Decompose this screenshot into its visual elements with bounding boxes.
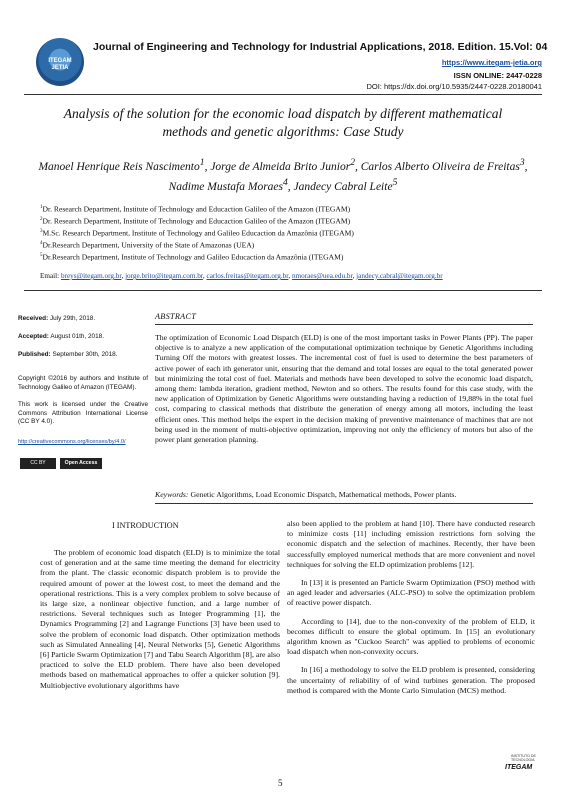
email-link[interactable]: nmoraes@uea.edu.br: [291, 272, 353, 280]
affiliation-list: [40, 203, 520, 263]
doi: DOI: https://dx.doi.org/10.5935/2447-0228.20180041: [366, 82, 542, 91]
received-date: Received: July 29th, 2018.: [18, 315, 96, 322]
affiliation-item: $^4$Dr.Research Department, University of the State of Amazonas (UEA): [40, 240, 255, 250]
published-date: Published: September 30th, 2018.: [18, 351, 118, 358]
footer-institute: INSTITUTO DE TECNOLOGIA: [511, 754, 536, 762]
affiliation-item: $^2$Dr. Research Department, Institute of Technology and Educaction Galileo of the Amazon (ITEGAM): [40, 216, 351, 226]
abstract-heading: ABSTRACT: [155, 312, 197, 321]
email-link[interactable]: carlos.freitas@itegam.org.br: [206, 272, 289, 280]
section-heading: I INTRODUCTION: [112, 521, 179, 530]
keywords-divider: [155, 503, 533, 504]
journal-logo-text: ITEGAM JETIA: [48, 58, 72, 71]
left-column: [40, 548, 280, 699]
email-label: Email:: [40, 272, 61, 280]
author-list: Manoel Henrique Reis Nascimento$^1$, Jorge de Almeida Brito Junior$^2$, Carlos Alberto Oliveira de Freitas$^3$, Nadime Mustafa Moraes$^4$, Jandecy Cabral Leite$^5$: [38, 157, 528, 193]
abstract-text: The optimization of Economic Load Dispatch (ELD) is one of the most important tasks in Power Plants (PP). The paper objective is to analyze a new application of the computational optimization technique by Genetic Algorithms including Turning Off the motors with greatest losses. The incremental cost of fuel is used to determine the best parameters of active power of each ith generator unit, ensuring that the demand and total losses are equal to the total generated power but minimizing the total cost of fuel. Materials and methods have been developed to solve the economic load dispatch, among them: lambda iteration, gradient method, Newton and so others. The results found for this case study, with the new application of Optimization by Genetic Algorithms were outstanding having a reduction of 19,88% in the total fuel cost, comparing to classical methods that distribute the generation of energy among all motors, including the least efficient ones. This method helps the expert in the decision making of preventive maintenance of machines that are not being used in the moment of multi-objective optimization, improving not only the efficiency of motors but also of the power plant generation planning.: [155, 333, 533, 445]
license-notice: This work is licensed under the Creative Commons Attribution International License (CC BY 4.0).: [18, 401, 148, 425]
email-line: Email: breys@itegam.org.br, jorge.brito@itegam.com.br, carlos.freitas@itegam.org.br, nmoraes@uea.edu.br, jandecy.cabral@itegam.org.br: [40, 272, 443, 280]
affiliation-item: $^3$M.Sc. Research Department, Institute of Technology and Galileo Educaction da Amazônia (ITEGAM): [40, 228, 354, 238]
body-paragraph: According to [14], due to the non-convexity of the problem of ELD, it becomes difficult to ensure the global optimum. In [15] an evolutionary algorithm known as "Cuckoo Search" was applied to problems of economic load dispatch when non-convexity occurs.: [287, 616, 535, 657]
license-link[interactable]: http://creativecommons.org/licenses/by/4.0/: [18, 439, 126, 445]
body-paragraph: In [16] a methodology to solve the ELD problem is presented, considering the uncertainty of reliability of of wind turbines generation. The proposed method is compared with the Monte Carlo Simulation (MCS) method.: [287, 665, 535, 695]
journal-title: Journal of Engineering and Technology for Industrial Applications, 2018. Edition. 15.Vol: 04: [93, 41, 548, 53]
email-link[interactable]: jorge.brito@itegam.com.br: [125, 272, 203, 280]
abstract-divider: [155, 324, 533, 325]
email-divider: [24, 290, 542, 291]
page-number: 5: [278, 778, 283, 788]
open-access-badge-icon: Open Access: [60, 458, 102, 469]
body-paragraph: The problem of economic load dispatch (ELD) is to minimize the total cost of generation and at the same time meeting the demand for electricity from the plant. The classic economic dispatch problem is to provide the required amount of power at the lowest cost, to meet the demand and the operational restrictions. This is a very complex problem to solve because of its large size, a nonlinear objective function, and a large number of restrictions. Several techniques such as Integer Programming [1], the Dynamics Programming [2] and Lagrange Functions [3] have been used to solve the problem of economic load dispatch. Other optimization methods such as Simulated Annealing [4], Neural Networks [5], Genetic Algorithms [6] Particle Swarm Optimization [7] and Tabu Search Algorithm [8], are also practiced to solve the ELD problem. There have also been developed methods based on mathematical approaches to offer a quicker solution [9]. Multiobjective evolutionary algorithms have: [40, 548, 280, 690]
right-column: [287, 519, 535, 704]
email-link[interactable]: breys@itegam.org.br: [60, 272, 122, 280]
accepted-date: Accepted: August 01th, 2018.: [18, 333, 104, 340]
body-paragraph: also been applied to the problem at hand [10]. There have conducted research to minimize costs [11] including emission restrictions forn solving the economic dispatch and the selection of machines. Recently, ther have been successfully employed numerical methods that are more convenient and novel techniques for solving the ELD optimization problems [12].: [287, 519, 535, 569]
cc-by-badge-icon: CC BY: [20, 458, 56, 469]
affiliation-item: $^5$Dr.Research Department, Institute of Technology and Galileo Educaction da Amazônia (ITEGAM): [40, 252, 344, 262]
copyright-notice: Copyright ©2016 by authors and Institute of Technology Galileo of Amazon (ITEGAM).: [18, 375, 148, 391]
header-divider: [24, 94, 542, 95]
keywords-line: Keywords: Genetic Algorithms, Load Economic Dispatch, Mathematical methods, Power plants.: [155, 490, 457, 499]
email-link[interactable]: jandecy.cabral@itegam.org.br: [356, 272, 443, 280]
issn: ISSN ONLINE: 2447-0228: [453, 71, 542, 80]
affiliation-item: $^1$Dr. Research Department, Institute of Technology and Educaction Galileo of the Amazon (ITEGAM): [40, 204, 351, 214]
paper-title: Analysis of the solution for the economic load dispatch by different mathematical methods and genetic algorithms: Case Study: [63, 106, 503, 139]
journal-url-link[interactable]: https://www.itegam-jetia.org: [441, 58, 542, 67]
footer-brand: ITEGAM: [505, 764, 533, 771]
body-paragraph: In [13] it is presented an Particle Swarm Optimization (PSO) method with an aged leader and adversaries (ALC-PSO) to solve the optimization problem of reactive power dispatch.: [287, 578, 535, 608]
